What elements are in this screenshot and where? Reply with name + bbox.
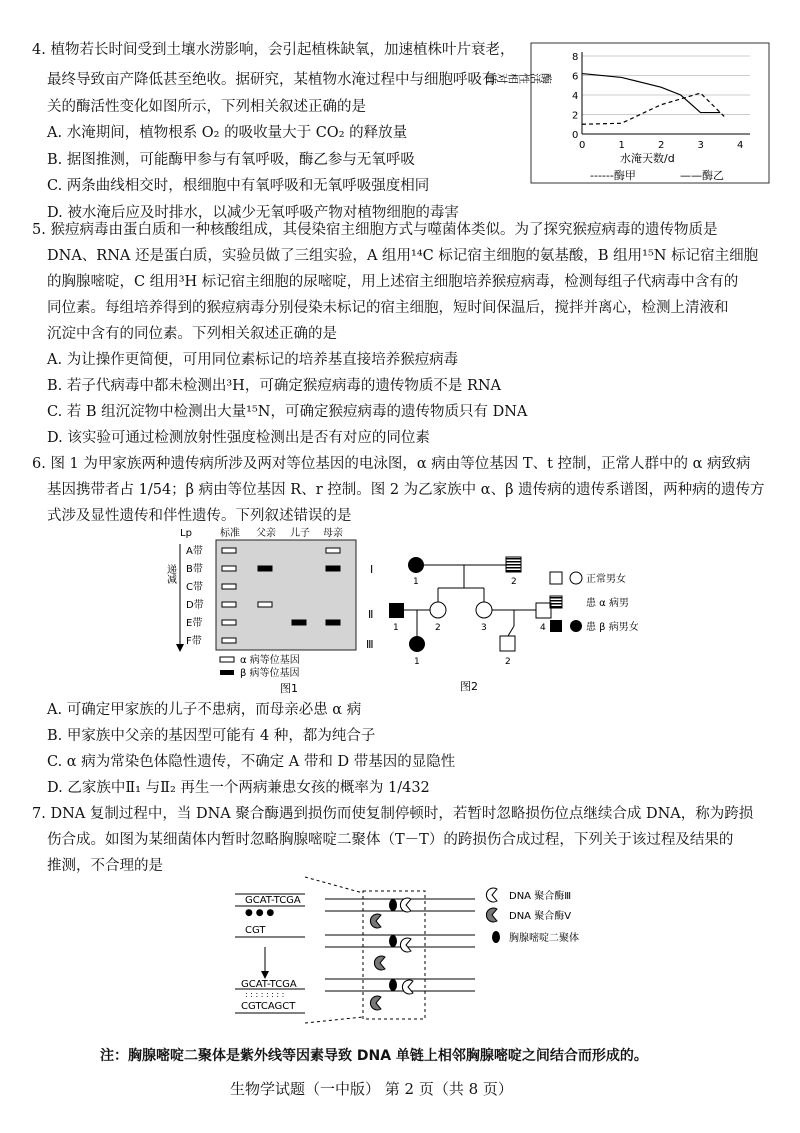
q7-line-1: 7. DNA 复制过程中，当 DNA 聚合酶遇到损伤而使复制停顿时，若暂时忽略损伤位点继续合成 DNA，称为跨损	[32, 806, 754, 822]
pedigree-figure	[360, 540, 660, 698]
legend-dimer: 胸腺嘧啶二聚体	[509, 933, 579, 944]
dimer-marker	[389, 979, 397, 991]
legend-pol5-icon	[486, 908, 497, 922]
legend-pol5: DNA 聚合酶Ⅴ	[509, 911, 572, 922]
gel-col-mother: 母亲	[323, 528, 343, 539]
polymerase-iii-glyph	[400, 938, 411, 952]
gel-side-arrow-text: 递减	[164, 564, 176, 584]
chart-y-tick: 8	[572, 52, 579, 63]
gel-figure	[164, 522, 368, 698]
gen-II-label: Ⅱ	[368, 608, 374, 621]
q5-line-4: 同位素。每组培养得到的猴痘病毒分别侵染未标记的宿主细胞，短时间保温后，搅拌并离心，检测上清液和	[47, 300, 729, 316]
svg-text:1: 1	[393, 623, 399, 633]
gel-standard-band	[222, 620, 236, 625]
q7-line-2: 伤合成。如图为某细菌体内暂时忽略胸腺嘧啶二聚体（T－T）的跨损伤合成过程，下列关于该过程及结果的	[47, 832, 734, 848]
pedigree-II4-normal-male	[536, 603, 551, 618]
chart-y-tick: 6	[572, 71, 579, 83]
chart-xlabel: 水淹天数/d	[620, 152, 675, 165]
polymerase-iii-glyph	[402, 980, 413, 994]
enzyme-activity-chart	[486, 42, 770, 184]
gel-standard-band	[222, 584, 236, 589]
gel-band-label: E带	[186, 618, 203, 629]
gel-band-label: C带	[186, 582, 203, 593]
polymerase-iii-glyph	[400, 898, 411, 912]
chart-x-tick: 3	[697, 140, 704, 151]
pedigree-II2-normal-female	[430, 602, 446, 618]
legend-normal-male	[550, 572, 562, 584]
pedigree-II3-normal-female	[476, 602, 492, 618]
svg-text:2: 2	[505, 657, 511, 667]
pedigree-I1-affected-female	[408, 557, 424, 573]
pedigree-III1-beta-female	[409, 636, 425, 652]
legend-beta: 患 β 病男女	[586, 622, 639, 633]
seq-bottom-1: GCAT-TCGA	[241, 979, 297, 990]
chart-ylabel: 酶活性相对值	[486, 71, 552, 85]
polymerase-v-glyph	[374, 956, 385, 970]
gel-sample-band	[258, 566, 272, 571]
legend-beta-female	[570, 620, 582, 632]
chart-y-tick: 2	[572, 110, 579, 122]
q6-line-3: 式涉及显性遗传和伴性遗传。下列叙述错误的是	[47, 508, 352, 524]
gel-col-standard: 标准	[220, 528, 240, 539]
q6-option-c: C. α 病为常染色体隐性遗传，不确定 A 带和 D 带基因的显隐性	[47, 754, 456, 770]
gel-col-father: 父亲	[256, 528, 276, 539]
pedigree-I1-label: 1	[413, 577, 419, 587]
gel-standard-band	[222, 638, 236, 643]
chart-x-tick: 0	[579, 140, 586, 151]
q5-option-c: C. 若 B 组沉淀物中检测出大量¹⁵N，可确定猴痘病毒的遗传物质只有 DNA	[47, 404, 528, 420]
seq-dots: ● ● ●	[245, 908, 275, 918]
gel-legend-alpha: α 病等位基因	[240, 655, 300, 666]
chart-x-tick: 2	[658, 140, 665, 151]
gel-band-label: A带	[186, 546, 203, 557]
gen-I-label: Ⅰ	[370, 563, 374, 576]
legend-beta-male	[550, 620, 562, 632]
q4-stem-line-1: 4. 植物若长时间受到土壤水涝影响，会引起植株缺氧，加速植株叶片衰老，	[32, 42, 515, 58]
gen-III-label: Ⅲ	[366, 638, 374, 651]
chart-x-tick: 1	[618, 140, 625, 151]
series-enzyme-a-line	[582, 93, 724, 124]
gel-col-son: 儿子	[290, 528, 310, 539]
legend-pol3: DNA 聚合酶Ⅲ	[509, 891, 572, 902]
dimer-marker	[389, 899, 397, 911]
legend-normal-female	[570, 572, 582, 584]
q5-line-3: 的胸腺嘧啶，C 组用³H 标记宿主细胞的尿嘧啶，用上述宿主细胞培养猴痘病毒，检测每组子代病毒中含有的	[47, 274, 739, 290]
q4-stem-line-2: 最终导致亩产降低甚至绝收。据研究，某植物水淹过程中与细胞呼吸有	[47, 72, 497, 88]
translesion-diagram	[235, 875, 725, 1035]
gel-sample-band	[326, 566, 340, 571]
q5-line-5: 沉淀中含有的同位素。下列相关叙述正确的是	[47, 326, 337, 342]
gel-background	[216, 540, 356, 650]
dimer-marker	[389, 935, 397, 947]
gel-standard-band	[222, 548, 236, 553]
pedigree-II1-beta-male	[389, 603, 404, 618]
pedigree-I2-alpha-male	[506, 557, 521, 572]
q5-line-2: DNA、RNA 还是蛋白质，实验员做了三组实验，A 组用¹⁴C 标记宿主细胞的氨基酸，B 组用¹⁵N 标记宿主细胞	[47, 248, 759, 264]
gel-sample-band	[326, 620, 340, 625]
q4-option-c: C. 两条曲线相交时，根细胞中有氧呼吸和无氧呼吸强度相同	[47, 178, 430, 194]
q5-line-1: 5. 猴痘病毒由蛋白质和一种核酸组成，其侵染宿主细胞方式与噬菌体类似。为了探究猴痘病毒的遗传物质是	[32, 222, 718, 238]
q6-option-b: B. 甲家族中父亲的基因型可能有 4 种，都为纯合子	[47, 728, 376, 744]
svg-text:4: 4	[540, 623, 546, 633]
gel-caption: 图1	[280, 682, 298, 695]
seq-bottom-2: CGTCAGCT	[241, 1001, 296, 1012]
svg-text:: : : : : : : :: : : : : : : : :	[245, 990, 285, 999]
q7-note: 注：胸腺嘧啶二聚体是紫外线等因素导致 DNA 单链上相邻胸腺嘧啶之间结合而形成的。	[100, 1048, 648, 1064]
seq-top: GCAT-TCGA	[245, 895, 301, 906]
q6-line-1: 6. 图 1 为甲家族两种遗传病所涉及两对等位基因的电泳图，α 病由等位基因 T、t 控制，正常人群中的 α 病致病	[32, 456, 751, 472]
svg-text:3: 3	[481, 623, 487, 633]
q6-option-a: A. 可确定甲家族的儿子不患病，而母亲必患 α 病	[47, 702, 362, 718]
svg-text:2: 2	[435, 623, 441, 633]
gel-standard-band	[222, 602, 236, 607]
q4-option-a: A. 水淹期间，植物根系 O₂ 的吸收量大于 CO₂ 的释放量	[47, 125, 408, 141]
svg-text:1: 1	[414, 657, 420, 667]
gel-sample-band	[292, 620, 306, 625]
gel-legend-alpha-swatch	[220, 657, 234, 662]
legend-alpha-male	[550, 596, 562, 608]
pedigree-III2-normal-male	[500, 636, 515, 651]
chart-y-tick: 0	[572, 130, 579, 141]
gel-band-label: F带	[186, 636, 202, 647]
legend-dimer-icon	[492, 931, 500, 943]
gel-side-arrowhead	[176, 644, 184, 652]
gel-standard-band	[222, 566, 236, 571]
chart-x-tick: 4	[737, 140, 744, 151]
polymerase-v-glyph	[370, 914, 381, 928]
legend-normal: 正常男女	[586, 574, 626, 585]
q5-option-b: B. 若子代病毒中都未检测出³H，可确定猴痘病毒的遗传物质不是 RNA	[47, 378, 502, 394]
q6-option-d: D. 乙家族中Ⅱ₁ 与Ⅱ₂ 再生一个两病兼患女孩的概率为 1/432	[47, 780, 430, 796]
seq-mid: CGT	[245, 925, 266, 936]
pedigree-caption: 图2	[460, 680, 478, 693]
polymerase-v-glyph	[370, 996, 381, 1010]
gel-legend-beta: β 病等位基因	[240, 668, 300, 679]
series-enzyme-b-line	[582, 74, 720, 113]
chart-legend-enzyme-b: ——酶乙	[680, 169, 724, 182]
gel-band-label: D带	[186, 600, 204, 611]
gel-band-label: B带	[186, 564, 203, 575]
chart-legend-enzyme-a: ------酶甲	[590, 169, 636, 182]
gel-sample-band	[258, 602, 272, 607]
q4-option-b: B. 据图推测，可能酶甲参与有氧呼吸，酶乙参与无氧呼吸	[47, 152, 415, 168]
page-footer: 生物学试题（一中版） 第 2 页（共 8 页）	[230, 1080, 513, 1098]
legend-pol3-icon	[486, 888, 497, 902]
q4-stem-line-3: 关的酶活性变化如图所示，下列相关叙述正确的是	[47, 99, 366, 115]
pedigree-I2-label: 2	[511, 577, 517, 587]
legend-alpha: 患 α 病男	[586, 598, 629, 609]
q5-option-d: D. 该实验可通过检测放射性强度检测出是否有对应的同位素	[47, 430, 430, 446]
gel-sample-band	[326, 548, 340, 553]
q4-option-d: D. 被水淹后应及时排水，以减少无氧呼吸产物对植物细胞的毒害	[47, 205, 459, 221]
gel-side-label: Lp	[180, 528, 192, 539]
chart-y-tick: 4	[572, 91, 579, 102]
q5-option-a: A. 为让操作更简便，可用同位素标记的培养基直接培养猴痘病毒	[47, 352, 459, 368]
q6-line-2: 基因携带者占 1/54；β 病由等位基因 R、r 控制。图 2 为乙家族中 α、β 遗传病的遗传系谱图，两种病的遗传方	[47, 482, 765, 498]
gel-legend-beta-swatch	[220, 670, 234, 675]
q7-line-3: 推测，不合理的是	[47, 858, 163, 874]
